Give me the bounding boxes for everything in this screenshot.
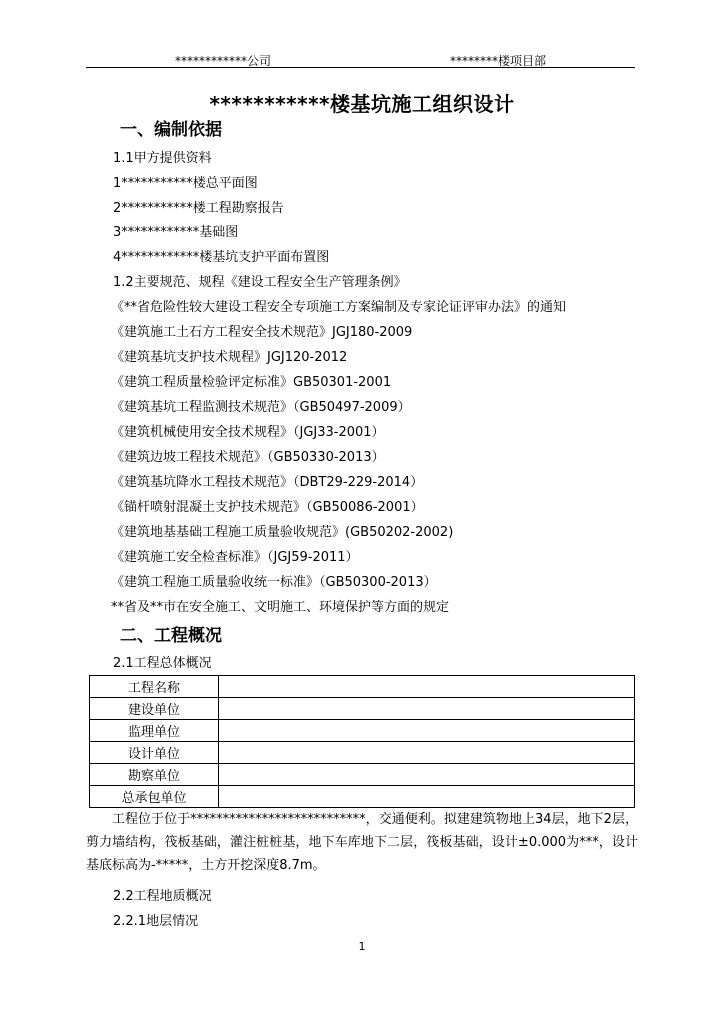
regulation-item: 《建筑基坑支护技术规程》JGJ120-2012 [111,350,348,365]
subsection-1-2: 1.2主要规范、规程《建设工程安全生产管理条例》 [113,275,407,290]
list-item: 4************楼基坑支护平面布置图 [113,250,330,265]
regulation-item: 《建筑地基基础工程施工质量验收规范》(GB50202-2002) [111,525,454,540]
table-label: 建设单位 [90,698,219,720]
page-number: 1 [358,940,366,953]
subsection-2-2-1: 2.2.1地层情况 [113,914,199,929]
table-value-cell [219,764,635,786]
header-company: ************公司 [175,54,272,68]
document-title: ***********楼基坑施工组织设计 [209,92,515,116]
regulation-item: **省及**市在安全施工、文明施工、环境保护等方面的规定 [111,600,450,615]
header-rule [86,67,635,68]
regulation-item: 《建筑施工土石方工程安全技术规范》JGJ180-2009 [111,325,413,340]
project-overview-paragraph: 工程位于位于***************************，交通便利。拟建建筑物地上34层，地下2层，剪力墙结构，筏板基础，灌注桩桩基，地下车库地下二层，筏板基础，设计±0.000为***，设计基底标高为-*****，土方开挖深度8.7m。 [86,812,638,873]
regulation-item: 《建筑边坡工程技术规范》（GB50330-2013） [111,450,385,465]
regulation-item: 《建筑机械使用安全技术规程》（JGJ33-2001） [111,425,385,440]
list-item: 3************基础图 [113,225,239,240]
project-info-table [89,675,635,808]
table-label: 勘察单位 [90,764,219,786]
table-label: 设计单位 [90,742,219,764]
regulation-item: 《建筑基坑工程监测技术规范》（GB50497-2009） [111,400,411,415]
table-row [90,786,635,808]
table-row [90,720,635,742]
section-2-heading: 二、工程概况 [120,626,222,646]
table-row [90,698,635,720]
table-value-cell [219,720,635,742]
list-item: 1***********楼总平面图 [113,176,258,191]
table-label: 监理单位 [90,720,219,742]
header-dept: ********楼项目部 [450,54,547,68]
table-value-cell [219,698,635,720]
table-value-cell [219,742,635,764]
subsection-2-1: 2.1工程总体概况 [113,656,212,671]
table-value-cell [219,786,635,808]
list-item: 2***********楼工程勘察报告 [113,201,284,216]
regulation-item: 《建筑施工安全检查标准》（JGJ59-2011） [111,550,359,565]
table-label: 工程名称 [90,676,219,698]
table-row [90,676,635,698]
regulation-item: 《建筑基坑降水工程技术规范》（DBT29-229-2014） [111,475,424,490]
table-label: 总承包单位 [90,786,219,808]
table-value-cell [219,676,635,698]
table-row [90,764,635,786]
regulation-item: 《建筑工程质量检验评定标准》GB50301-2001 [111,375,392,390]
section-1-heading: 一、编制依据 [120,120,222,140]
regulation-item: 《建筑工程施工质量验收统一标准》（GB50300-2013） [111,575,437,590]
table-row [90,742,635,764]
subsection-1-1: 1.1甲方提供资料 [113,151,212,166]
regulation-item: 《**省危险性较大建设工程安全专项施工方案编制及专家论证评审办法》的通知 [111,300,567,315]
subsection-2-2: 2.2工程地质概况 [113,889,212,904]
regulation-item: 《锚杆喷射混凝土支护技术规范》（GB50086-2001） [111,500,424,515]
